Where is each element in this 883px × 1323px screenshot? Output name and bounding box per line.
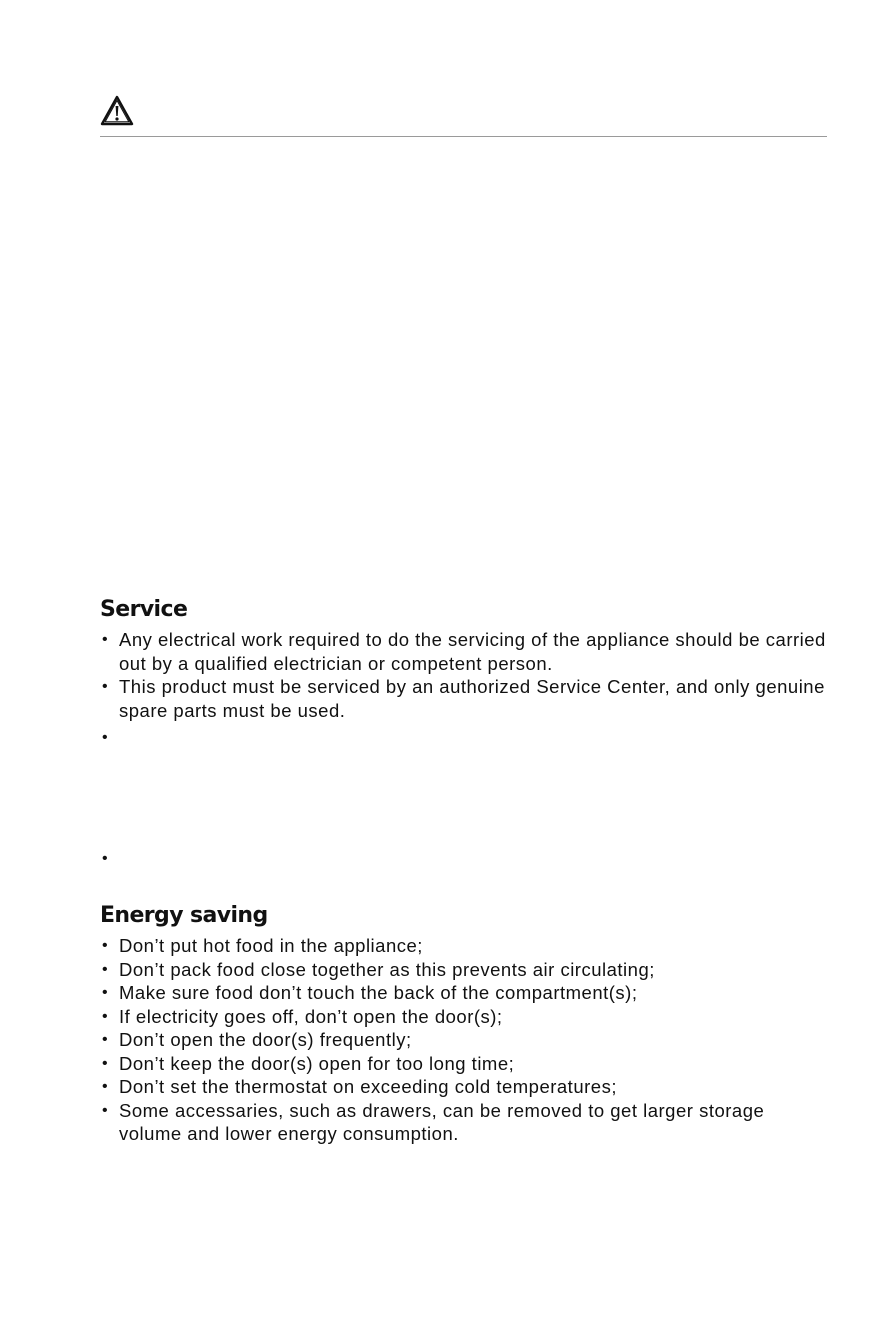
list-item-text: This product must be serviced by an authorized Service Center, and only genuine spare parts must be used. [119,676,825,721]
list-item-text: If electricity goes off, don’t open the door(s); [119,1005,503,1027]
list-item-text: Some accessaries, such as drawers, can be removed to get larger storage volume and lower energy consumption. [119,1099,765,1144]
list-item [100,1052,830,1076]
list-item-text: Any electrical work required to do the servicing of the appliance should be carried out by a qualified electrician or competent person. [119,629,826,674]
list-item [100,981,830,1005]
bullet-icon: • [102,1078,109,1095]
list-item-text: Don’t put hot food in the appliance; [119,935,423,956]
bullet-icon: • [102,850,108,867]
header-divider [100,136,827,137]
list-item [100,675,830,722]
energy-saving-heading: Energy saving [100,903,268,928]
list-item-text: Make sure food don’t touch the back of the compartment(s); [119,982,638,1003]
bullet-icon: • [102,631,109,648]
list-item-text: Don’t keep the door(s) open for too long time; [119,1052,515,1074]
bullet-icon: • [102,984,109,1001]
service-list [100,628,830,722]
list-item [100,934,830,958]
list-item-text: Don’t open the door(s) frequently; [119,1029,412,1050]
warning-icon [100,94,134,128]
energy-saving-section [100,902,830,1146]
list-item [100,1099,830,1146]
bullet-icon: • [102,1031,109,1048]
bullet-icon: • [102,678,109,695]
list-item-text: Don’t set the thermostat on exceeding cold temperatures; [119,1076,617,1097]
list-item-text: Don’t pack food close together as this prevents air circulating; [119,958,655,980]
list-item [100,1075,830,1099]
service-section [100,596,830,722]
list-item [100,1005,830,1029]
list-item [100,958,830,982]
bullet-icon: • [102,1054,109,1072]
bullet-icon: • [102,937,109,954]
energy-saving-list [100,934,830,1146]
bullet-icon: • [102,1007,109,1025]
bullet-icon: • [102,1101,109,1119]
service-heading: Service [100,597,188,622]
bullet-icon: • [102,960,109,978]
list-item [100,1028,830,1052]
bullet-icon: • [102,729,108,746]
page-header [100,94,827,138]
list-item [100,628,830,675]
